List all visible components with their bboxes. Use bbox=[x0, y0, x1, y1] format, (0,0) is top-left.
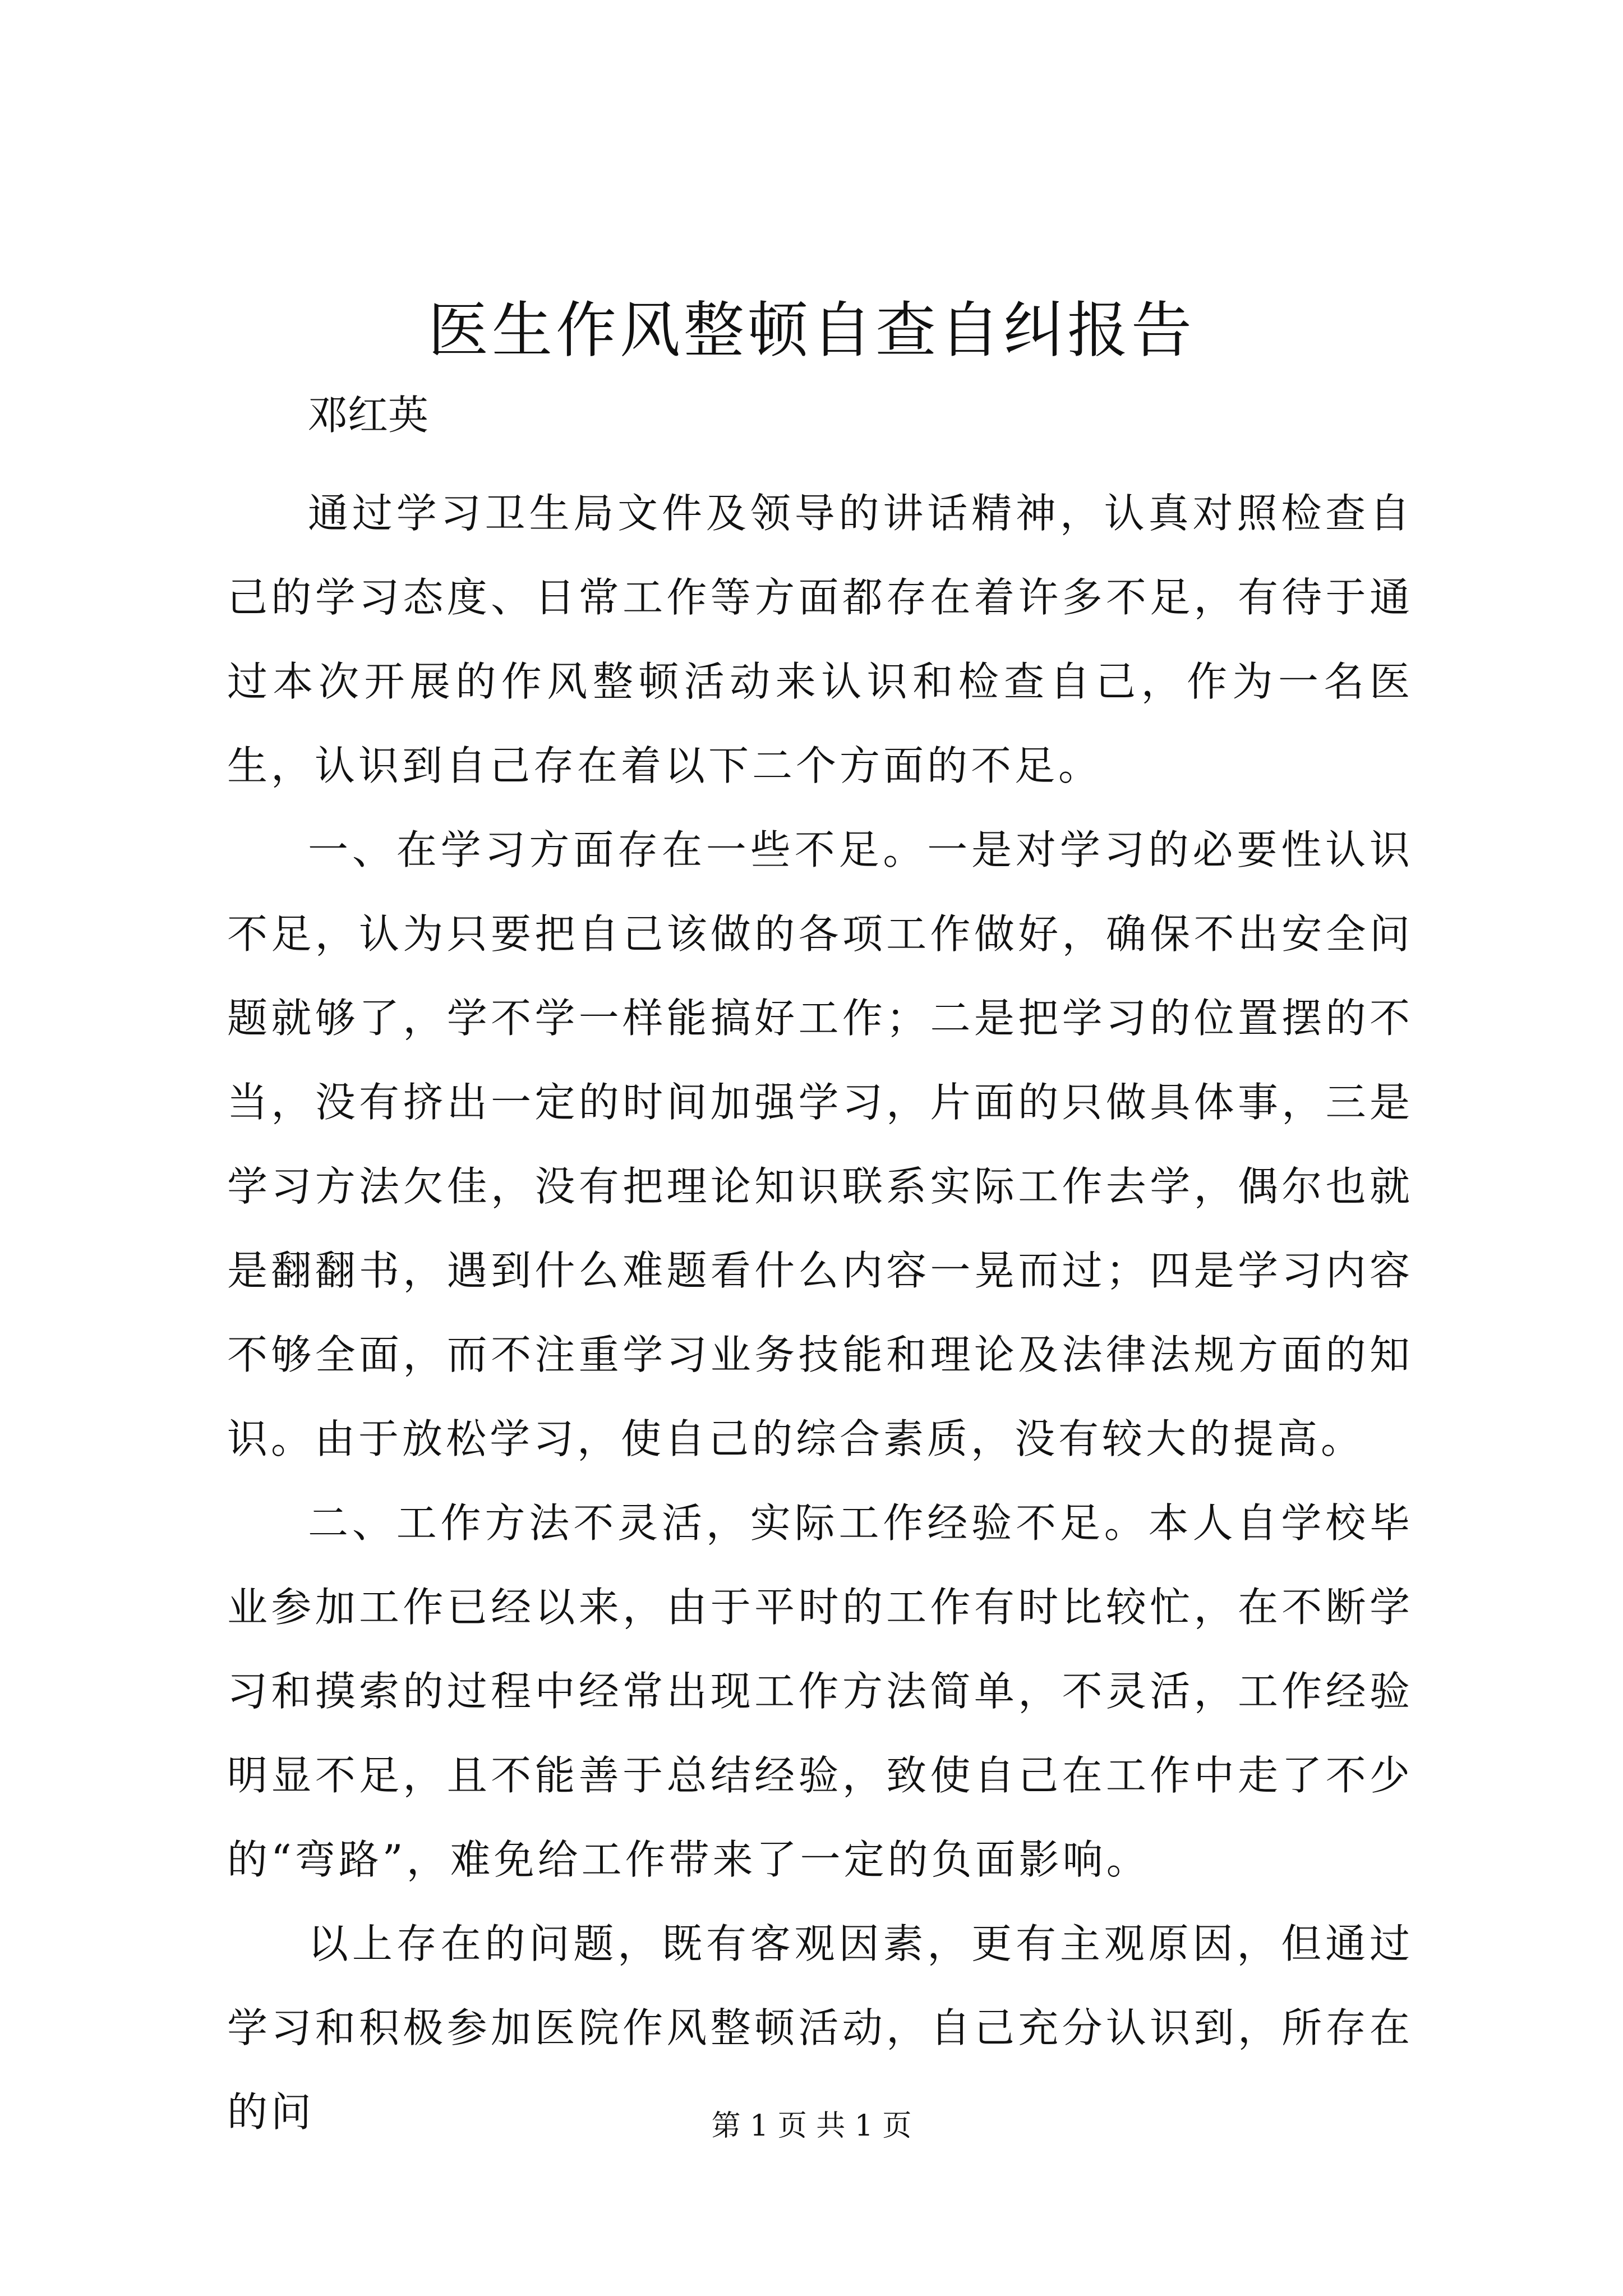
document-body bbox=[227, 471, 1413, 2154]
document-title: 医生作风整顿自查自纠报告 bbox=[427, 296, 1195, 366]
author-name: 邓红英 bbox=[307, 392, 429, 439]
paragraph-conclusion: 以上存在的问题，既有客观因素，更有主观原因，但通过学习和积极参加医院作风整顿活动，自己充分认识到，所存在的问 bbox=[227, 1920, 1413, 2136]
paragraph-intro: 通过学习卫生局文件及领导的讲话精神，认真对照检查自己的学习态度、日常工作等方面都存在着许多不足，有待于通过本次开展的作风整顿活动来认识和检查自己，作为一名医生，认识到自己存在着以下二个方面的不足。 bbox=[227, 490, 1413, 789]
page-number-footer: 第 1 页 共 1 页 bbox=[711, 2109, 912, 2143]
paragraph-study-shortcomings: 一、在学习方面存在一些不足。一是对学习的必要性认识不足，认为只要把自己该做的各项工作做好，确保不出安全问题就够了，学不学一样能搞好工作；二是把学习的位置摆的不当，没有挤出一定的时间加强学习，片面的只做具体事，三是学习方法欠佳，没有把理论知识联系实际工作去学，偶尔也就是翻翻书，遇到什么难题看什么内容一晃而过；四是学习内容不够全面，而不注重学习业务技能和理论及法律法规方面的知识。由于放松学习，使自己的综合素质，没有较大的提高。 bbox=[227, 826, 1413, 1462]
paragraph-work-methods: 二、工作方法不灵活，实际工作经验不足。本人自学校毕业参加工作已经以来，由于平时的工作有时比较忙，在不断学习和摸索的过程中经常出现工作方法简单，不灵活，工作经验明显不足，且不能善于总结经验，致使自己在工作中走了不少的“弯路”，难免给工作带来了一定的负面影响。 bbox=[227, 1499, 1413, 1883]
